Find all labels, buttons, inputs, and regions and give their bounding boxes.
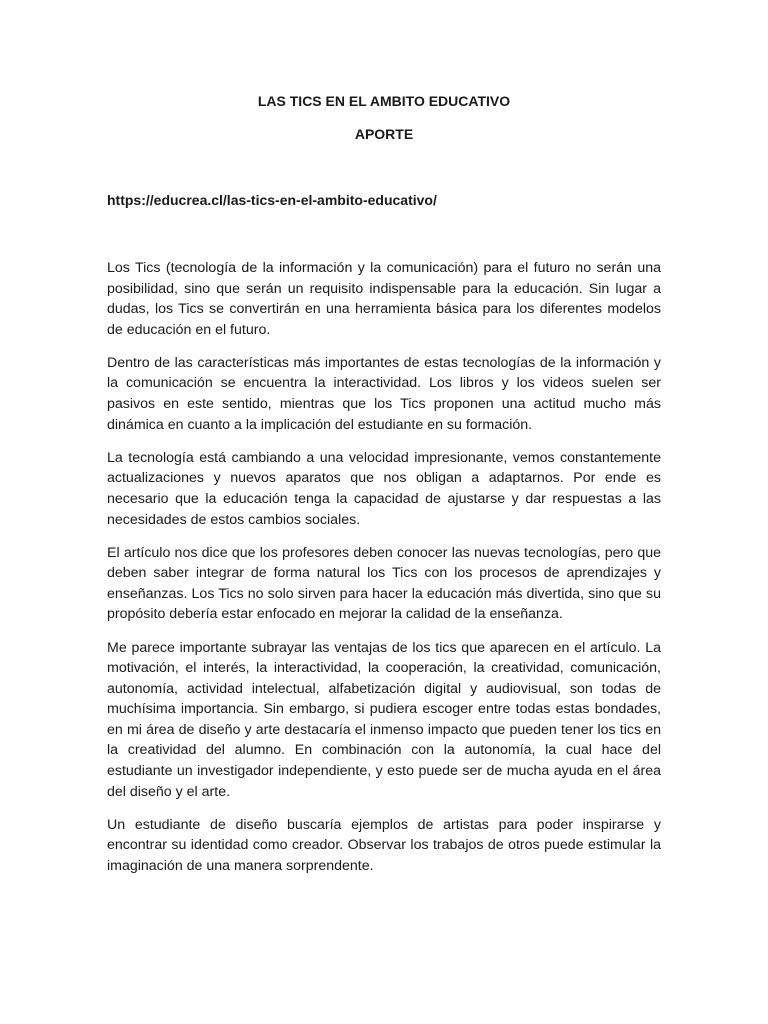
paragraph-6: Un estudiante de diseño buscaría ejemplos de artistas para poder inspirarse y encontrar su identidad como creador. Observar los trabajos de otros puede estimular la imaginación de una manera sorprendente. (107, 816, 661, 874)
document-title: LAS TICS EN EL AMBITO EDUCATIVO (257, 93, 511, 109)
source-link[interactable]: https://educrea.cl/las-tics-en-el-ambito-educativo/ (107, 192, 437, 208)
paragraph-5: Me parece importante subrayar las ventajas de los tics que aparecen en el artículo. La motivación, el interés, la interactividad, la cooperación, la creatividad, comunicación, autonomía, actividad intelectual, alfabetización digital y audiovisual, son todas de muchísima importancia. Sin embargo, si pudiera escoger entre todas estas bondades, en mi área de diseño y arte destacaría el inmenso impacto que pueden tener los tics en la creatividad del alumno. En combinación con la autonomía, la cual hace del estudiante un investigador independiente, y esto puede ser de mucha ayuda en el área del diseño y el arte. (107, 639, 661, 800)
document-body (107, 258, 661, 889)
paragraph-4: El artículo nos dice que los profesores deben conocer las nuevas tecnologías, pero que deben saber integrar de forma natural los Tics con los procesos de aprendizajes y enseñanzas. Los Tics no solo sirven para hacer la educación más divertida, sino que su propósito debería estar enfocado en mejorar la calidad de la enseñanza. (107, 544, 661, 623)
paragraph-1: Los Tics (tecnología de la información y la comunicación) para el futuro no serán una posibilidad, sino que serán un requisito indispensable para la educación. Sin lugar a dudas, los Tics se convertirán en una herramienta básica para los diferentes modelos de educación en el futuro. (107, 260, 661, 338)
paragraph-3: La tecnología está cambiando a una velocidad impresionante, vemos constantemente actualizaciones y nuevos aparatos que nos obligan a adaptarnos. Por ende es necesario que la educación tenga la capacidad de ajustarse y dar respuestas a las necesidades de estos cambios sociales. (107, 449, 661, 528)
document-subtitle: APORTE (354, 126, 414, 142)
paragraph-2: Dentro de las características más importantes de estas tecnologías de la información y la comunicación se encuentra la interactividad. Los libros y los videos suelen ser pasivos en este sentido, mientras que los Tics proponen una actitud mucho más dinámica en cuanto a la implicación del estudiante en su formación. (107, 354, 661, 433)
